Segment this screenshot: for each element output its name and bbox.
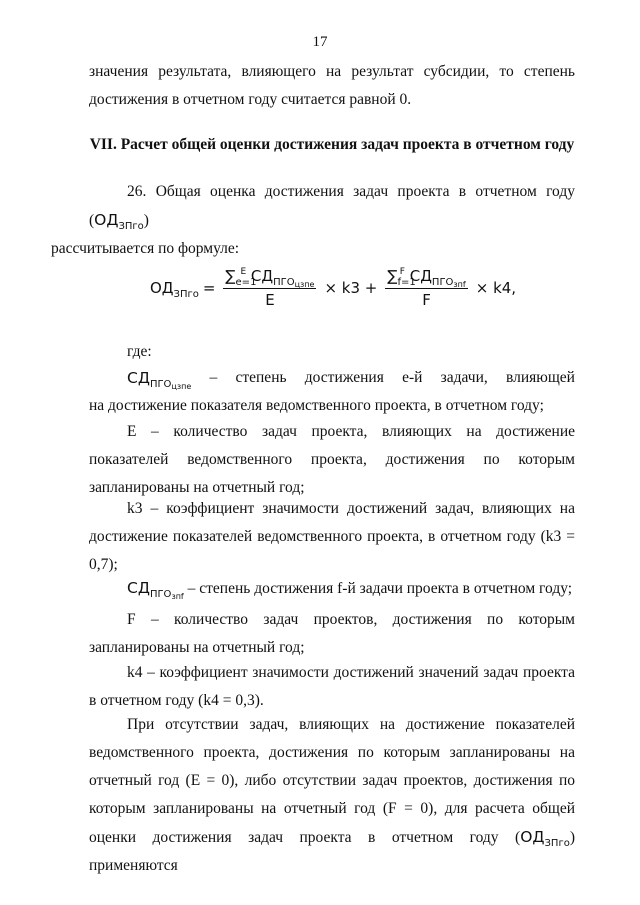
final-close: ) применяются — [89, 829, 575, 874]
fraction-f-numerator: $\sum_{f=1}^F$ $СД_{ПГО_{зпf}}$ — [387, 267, 466, 289]
fraction-e-denominator: E — [223, 288, 316, 309]
where-label: где: — [127, 343, 152, 360]
formula — [150, 258, 570, 318]
definition-k3: k3 – коэффициент значимости достижений задач, влияющих на достижение показателей ведомственного проекта, в отчетном году (k3 = 0,7); — [89, 500, 575, 573]
fraction-e — [223, 267, 316, 309]
od-symbol: $ОД_{ЗПго}$ — [94, 211, 144, 232]
section-heading: VII. Расчет общей оценки достижения задач проекта в отчетном году — [89, 136, 575, 153]
formula-equals: = — [202, 279, 216, 297]
definition-sd-e-line-2: на достижение показателя ведомственного проекта, в отчетном году; — [89, 397, 544, 414]
p26-line-2: рассчитывается по формуле: — [51, 240, 240, 257]
paragraph-26 — [51, 178, 575, 263]
p26-close: ) — [143, 212, 149, 229]
final-paragraph — [89, 711, 575, 880]
definition-sd-e — [89, 364, 575, 420]
fraction-f — [385, 267, 467, 309]
page-number: 17 — [312, 34, 328, 50]
sd-e-symbol: $СД_{ПГО_{цзпe}}$ — [127, 369, 192, 391]
p26-text: 26. Общая оценка достижения задач проекта в отчетном году ( — [89, 183, 575, 229]
formula-times-k4: × k4, — [475, 279, 517, 297]
final-od-symbol: $ОД_{ЗПго}$ — [520, 828, 570, 849]
formula-od: $ОД_{ЗПго}$ — [150, 279, 199, 300]
formula-times-k3: × k3 + — [324, 279, 378, 297]
fraction-f-denominator: F — [385, 288, 467, 309]
definition-f: F – количество задач проектов, достижения по которым запланированы на отчетный год; — [89, 611, 575, 656]
definition-e: E – количество задач проекта, влияющих на достижение показателей ведомственного проекта, достижения по которым запланированы на отчетный год; — [89, 423, 575, 496]
sd-f-symbol: $СД_{ПГО_{зпf}}$ — [127, 579, 184, 601]
definition-sd-f-text: – степень достижения f-й задачи проекта в отчетном году; — [183, 580, 573, 597]
definition-sd-e-line-1: $СД_{ПГО_{цзпe}}$ – степень достижения е-й задачи, влияющей — [127, 364, 575, 392]
definition-k4: k4 – коэффициент значимости достижений значений задач проекта в отчетном году (k4 = 0,3). — [89, 664, 575, 709]
final-text: При отсутствии задач, влияющих на достижение показателей ведомственного проекта, достижения по которым запланированы на отчетный год (E = 0), либо отсутствии задач проектов, достижения по которым запланированы на отчетный год (F = 0), для расчета общей оценки достижения задач проекта в отчетном году ( — [89, 716, 575, 846]
definition-sd-f — [89, 574, 575, 603]
fraction-e-numerator: $\sum_{e=1}^E$ $СД_{ПГО_{цзпe}}$ — [225, 267, 315, 289]
intro-line-2: достижения в отчетном году считается равной 0. — [89, 91, 412, 108]
intro-line-1: значения результата, влияющего на результат субсидии, то степень — [89, 63, 575, 80]
intro-paragraph — [89, 58, 575, 114]
